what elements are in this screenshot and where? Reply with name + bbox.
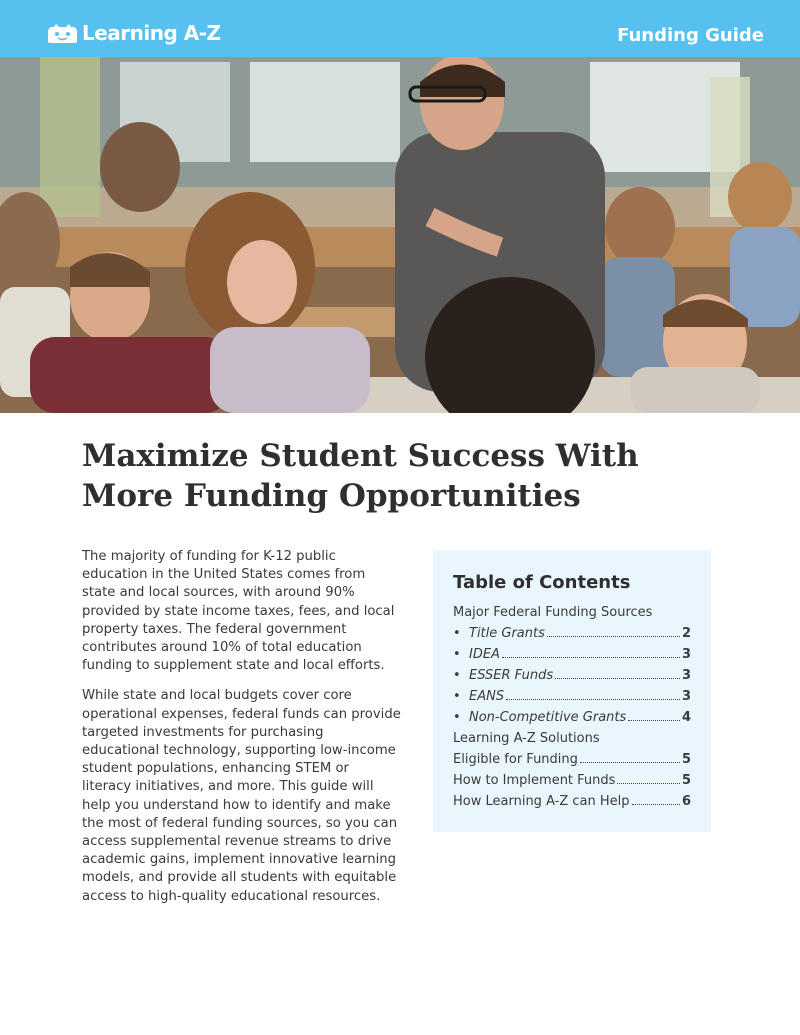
toc-item-page: 5: [681, 752, 691, 767]
toc-item-idea[interactable]: [453, 644, 691, 665]
toc-item-page: 2: [681, 626, 691, 641]
toc-item-page: 5: [681, 773, 691, 788]
page-title: [82, 436, 722, 516]
dot-leader: [632, 804, 680, 805]
toc-heading-label: Major Federal Funding Sources: [453, 605, 653, 620]
toc-item-solutions-line-1[interactable]: [453, 728, 691, 749]
dot-leader: [547, 636, 680, 637]
dot-leader: [628, 720, 680, 721]
toc-section-heading: [453, 602, 691, 623]
classroom-photo: [0, 57, 800, 413]
document-type-label: Funding Guide: [617, 25, 764, 46]
dot-leader: [502, 657, 680, 658]
intro-text: [82, 548, 402, 918]
toc-item-implement-funds[interactable]: [453, 770, 691, 791]
toc-item-solutions-line-2[interactable]: [453, 749, 691, 770]
intro-paragraph-1: The majority of funding for K-12 public education in the United States comes from state and local sources, with around 90% provided by state income taxes, fees, and local property taxes. The federal government contributes around 10% of total education funding to supplement state and local efforts.: [82, 549, 395, 674]
toc-item-eans[interactable]: [453, 686, 691, 707]
table-of-contents: [433, 550, 711, 832]
toc-item-label: How Learning A-Z can Help: [453, 794, 630, 809]
toc-item-non-competitive-grants[interactable]: [453, 707, 691, 728]
toc-item-page: 3: [681, 689, 691, 704]
logo-text: Learning A-Z: [82, 21, 221, 45]
page-title-line-1: Maximize Student Success With: [82, 438, 639, 474]
toc-item-label: Non-Competitive Grants: [469, 710, 627, 725]
bullet-icon: •: [453, 647, 461, 662]
toc-item-how-can-help[interactable]: [453, 791, 691, 812]
toc-item-label: Title Grants: [469, 626, 545, 641]
dot-leader: [580, 762, 680, 763]
top-banner: [0, 0, 800, 57]
toc-item-esser-funds[interactable]: [453, 665, 691, 686]
bullet-icon: •: [453, 689, 461, 704]
dot-leader: [617, 783, 680, 784]
toc-item-page: 3: [681, 668, 691, 683]
toc-item-page: 6: [681, 794, 691, 809]
toc-item-label: EANS: [469, 689, 505, 704]
page-title-line-2: More Funding Opportunities: [82, 478, 581, 514]
toc-item-label: ESSER Funds: [469, 668, 554, 683]
toc-item-title-grants[interactable]: [453, 623, 691, 644]
brand-logo[interactable]: [46, 21, 221, 45]
toc-item-page: 3: [681, 647, 691, 662]
toc-item-page: 4: [681, 710, 691, 725]
intro-paragraph-2: While state and local budgets cover core operational expenses, federal funds can provide targeted investments for purchasing educational technology, supporting low-income student populations, enhancing STEM or literacy initiatives, and more. This guide will help you understand how to identify and make the most of federal funding sources, so you can access supplemental revenue streams to drive academic gains, implement innovative learning models, and provide all students with equitable access to high-quality educational resources.: [82, 688, 401, 904]
toc-item-label: Learning A-Z Solutions: [453, 731, 600, 746]
dot-leader: [506, 699, 680, 700]
bullet-icon: •: [453, 626, 461, 641]
bullet-icon: •: [453, 668, 461, 683]
logo-face-icon: [46, 22, 79, 44]
dot-leader: [555, 678, 680, 679]
classroom-photo-icon: [0, 57, 800, 413]
toc-item-label: How to Implement Funds: [453, 773, 616, 788]
toc-item-label: Eligible for Funding: [453, 752, 578, 767]
toc-title: Table of Contents: [453, 572, 631, 593]
bullet-icon: •: [453, 710, 461, 725]
toc-item-label: IDEA: [469, 647, 500, 662]
